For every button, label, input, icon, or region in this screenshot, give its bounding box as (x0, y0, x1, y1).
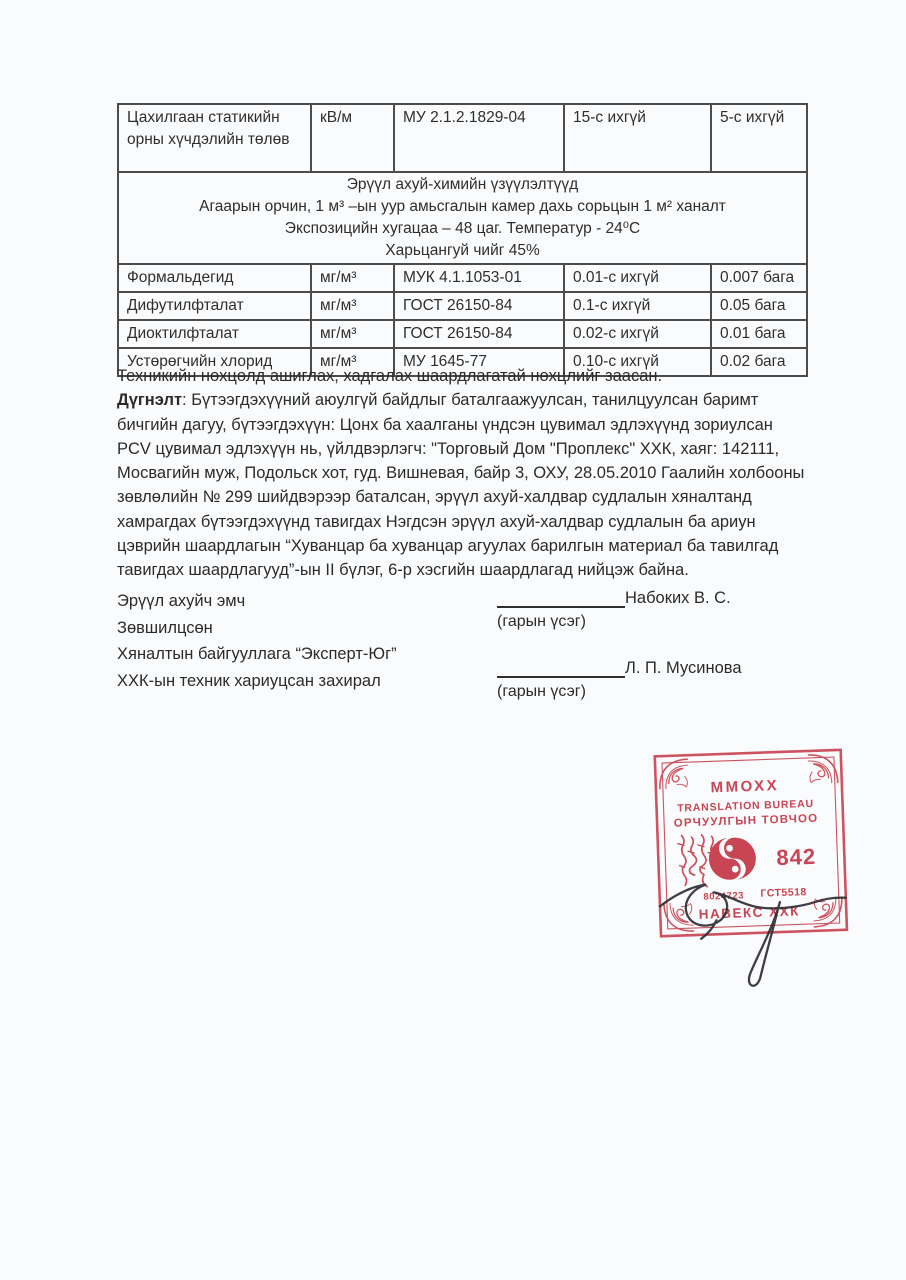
section-line: Агаарын орчин, 1 м³ –ын уур амьсгалын камер дахь сорьцын 1 м² ханалт (199, 198, 726, 215)
table-row (118, 292, 807, 320)
signature-line (497, 659, 625, 678)
cell-parameter: Цахилгаан статикийн орны хүчдэлийн төлөв (118, 104, 311, 172)
cell-unit: мг/м³ (311, 348, 394, 376)
signatory-title: ХХК-ын техник хариуцсан захирал (117, 671, 381, 690)
cell-standard: ГОСТ 26150-84 (394, 292, 564, 320)
spec-table (117, 103, 808, 377)
section-line: Харьцангуй чийг 45% (385, 242, 540, 259)
tech-note: Техникийн нөхцөлд ашиглах, хадгалах шаардлагатай нөхцлийг заасан. (117, 367, 663, 385)
table-row (118, 320, 807, 348)
signatory-name: Набоких В. С. (625, 589, 731, 607)
stamp-company: НАВЕКС ХХК (698, 903, 801, 922)
cell-unit: мг/м³ (311, 264, 394, 292)
stamp-line-translation-bureau: TRANSLATION BUREAU (677, 797, 815, 815)
signature-row (497, 588, 731, 608)
cell-norm: 0.02-с ихгүй (564, 320, 711, 348)
cell-result: 5-с ихгүй (711, 104, 807, 172)
table-row (118, 104, 807, 172)
cell-parameter: Диоктилфталат (118, 320, 311, 348)
signatory-name: Л. П. Мусинова (625, 659, 742, 677)
stamp-reg-right: ГСТ5518 (760, 886, 808, 900)
corner-ornament-icon (808, 754, 838, 784)
signatory-title: Зөвшилцсөн (117, 618, 213, 637)
cell-unit: мг/м³ (311, 292, 394, 320)
section-header-cell (118, 172, 807, 264)
cell-result: 0.02 бага (711, 348, 807, 376)
section-line: Эрүүл ахуй-химийн үзүүлэлтүүд (346, 176, 579, 193)
cell-norm: 15-с ихгүй (564, 104, 711, 172)
stamp-reg-left: 8024723 (703, 890, 745, 903)
section-line: Экспозицийн хугацаа – 48 цаг. Температур - 24⁰С (284, 220, 641, 237)
cell-parameter: Дифутилфталат (118, 292, 311, 320)
cell-standard: МУ 2.1.2.1829-04 (394, 104, 564, 172)
section-header-row (118, 172, 807, 264)
cell-norm: 0.01-с ихгүй (564, 264, 711, 292)
cell-result: 0.007 бага (711, 264, 807, 292)
cell-unit: мг/м³ (311, 320, 394, 348)
stamp-line-orchuulgyn-tovchoo: ОРЧУУЛГЫН ТОВЧОО (673, 812, 819, 830)
signature-row (497, 658, 742, 678)
stamp-number: 842 (775, 843, 817, 871)
body-text (117, 364, 809, 583)
signature-titles (117, 588, 397, 694)
cell-norm: 0.1-с ихгүй (564, 292, 711, 320)
conclusion-text: : Бүтээгдэхүүний аюулгүй байдлыг баталгаажуулсан, танилцуулсан баримт бичгийн дагуу, бүтээгдэхүүн: Цонх ба хаалганы үндсэн цувимал эдлэхүүнд зориулсан PCV цувимал эдлэхүүн нь, үйлдвэрлэгч: "Торговый Дом "Проплекс" ХХК, хаяг: 142111, Мосвагийн муж, Подольск хот, гуд. Вишневая, байр 3, ОХУ, 28.05.2010 Гаалийн холбооны зөвлөлийн № 299 шийдвэрээр баталсан, эрүүл ахуй-халдвар судлалын хяналтанд хамрагдах бүтээгдэхүүнд тавигдах Нэгдсэн эрүүл ахуй-халдвар судлалын ба ариун цэврийн шаардлагын “Хуванцар ба хуванцар агуулах барилгын материал ба тавилгад тавигдах шаардлагууд”-ын II бүлэг, 6-р хэсгийн шаардлагад нийцэж байна. (117, 391, 805, 580)
translation-bureau-stamp (651, 746, 855, 999)
signature-line (497, 589, 625, 608)
signature-block-1 (497, 588, 731, 633)
cell-norm: 0.10-с ихгүй (564, 348, 711, 376)
conclusion-label: Дүгнэлт (117, 391, 183, 410)
yin-yang-logo-icon (708, 837, 756, 881)
table-row (118, 264, 807, 292)
cell-parameter: Устөрөгчийн хлорид (118, 348, 311, 376)
cell-parameter: Формальдегид (118, 264, 311, 292)
conclusion-paragraph (117, 388, 809, 582)
signatory-title: Эрүүл ахуйч эмч (117, 592, 246, 610)
cell-result: 0.01 бага (711, 320, 807, 348)
corner-ornament-icon (659, 759, 689, 789)
cell-standard: МУК 4.1.1053-01 (394, 264, 564, 292)
cell-unit: кВ/м (311, 104, 394, 172)
cell-standard: МУ 1645-77 (394, 348, 564, 376)
signature-caption: (гарын үсэг) (497, 683, 586, 700)
signatory-title: Хяналтын байгууллага “Эксперт-Юг” (117, 645, 397, 664)
cell-standard: ГОСТ 26150-84 (394, 320, 564, 348)
signature-block-2 (497, 658, 742, 703)
stamp-title: ММОХХ (710, 777, 780, 797)
signature-caption: (гарын үсэг) (497, 613, 586, 630)
cell-result: 0.05 бага (711, 292, 807, 320)
